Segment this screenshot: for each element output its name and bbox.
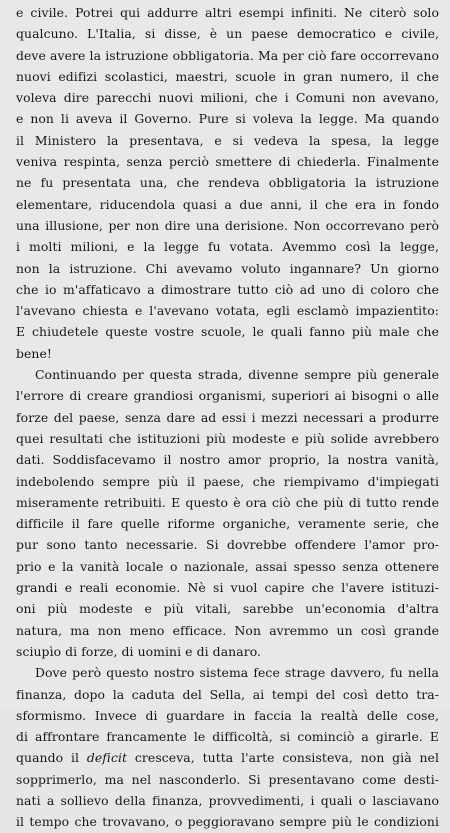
text-line: e civile. Potrei qui addurre altri esempi infiniti. Ne citerò solo (16, 5, 439, 20)
paragraph-istruzione-obbligatoria (16, 2, 439, 364)
text-line: l'errore di creare grandiosi organismi, superiori ai bisogni o alle (16, 388, 439, 404)
text-line: miseramente retribuiti. E questo è ora ciò che più di tutto rende (16, 494, 439, 510)
text-line-first: Dove però questo nostro sistema fece strage davvero, fu nella (35, 665, 439, 681)
text-line: E chiudetele queste vostre scuole, le quali fanno più male che (16, 324, 439, 340)
text-line: sopprimerlo, ma nel nasconderlo. Si presentavano come desti- (16, 771, 439, 787)
text-line: ne fu presentata una, che rendeva obbligatoria la istruzione (16, 175, 439, 191)
text-line: sformismo. Invece di guardare in faccia la realtà delle cose, (16, 707, 439, 723)
text-line: dati. Soddisfacevamo il nostro amor proprio, la nostra vanità, (16, 452, 439, 468)
paragraph-grandiosi-organismi (16, 364, 439, 662)
text-line: prio e la vanità locale o nazionale, assai spesso senza ottenere (16, 558, 439, 574)
text-line: una illusione, per non dire una derisione. Non occorrevano però (16, 217, 439, 233)
text-line: deve avere la istruzione obbligatoria. Ma per ciò fare occorrevano (16, 47, 439, 63)
text-line: natura, ma non meno efficace. Non avremmo un così grande (16, 622, 439, 638)
text-line: l'avevano chiesta e l'avevano votata, egli esclamò impazientito: (16, 303, 439, 319)
text-line: grandi e reali economie. Nè si vuol capire che l'avere istituzi- (16, 580, 439, 596)
text-line: voleva dire parecchi nuovi milioni, che i Comuni non avevano, (16, 90, 439, 106)
text-line-last: sciupìo di forze, di uomini e di danaro. (16, 643, 262, 659)
text-line: elementare, riducendola quasi a due anni, il che era in fondo (16, 196, 439, 212)
text-line-last: bene! (16, 345, 52, 361)
text-line: nati a sollievo della finanza, provvedimenti, i quali o lasciavano (16, 792, 439, 808)
text-line: nuovi edifizi scolastici, maestri, scuole in gran numero, il che (16, 68, 439, 84)
text-line: indebolendo sempre più il paese, che riempivamo d'impiegati (16, 473, 439, 489)
text-line: i molti milioni, e la legge fu votata. Avemmo così la legge, (16, 239, 439, 255)
text-line: e non li aveva il Governo. Pure si voleva la legge. Ma quando (16, 111, 439, 127)
text-line: di affrontare francamente le difficoltà, si cominciò a girarle. E (16, 729, 439, 745)
text-line: difficile il fare quelle riforme organiche, veramente serie, che (16, 516, 439, 532)
text-fragment: quando il (16, 750, 87, 766)
text-line-first: Continuando per questa strada, divenne sempre più generale (35, 367, 439, 383)
text-line: finanza, dopo la caduta del Sella, ai tempi del così detto tra- (16, 686, 439, 702)
text-line: che io m'affaticavo a dimostrare tutto ciò ad uno di coloro che (16, 281, 439, 297)
text-line: oni più modeste e più vitali, sarebbe un'economia d'altra (16, 601, 439, 617)
text-line: qualcuno. L'Italia, si disse, è un paese democratico e civile, (16, 26, 439, 42)
italic-word-deficit: deficit (86, 750, 128, 766)
text-line: forze del paese, senza dare ad essi i mezzi necessari a produrre (16, 409, 439, 425)
paragraph-finanza-trasformismo (16, 662, 439, 832)
text-line: pur sono tanto necessarie. Si dovrebbe offendere l'amor pro- (16, 537, 439, 553)
text-fragment: cresceva, tutta l'arte consisteva, non già nel (127, 750, 439, 766)
text-line: veniva respinta, senza perciò smettere di chiederla. Finalmente (16, 154, 439, 170)
text-line-deficit (16, 747, 439, 768)
text-line: non la istruzione. Chi avevamo voluto ingannare? Un giorno (16, 260, 439, 276)
text-line: quei resultati che istituzioni più modeste e più solide avrebbero (16, 430, 439, 446)
text-line: il Ministero la presentava, e si vedeva la spesa, la legge (16, 132, 439, 148)
text-line: il tempo che trovavano, o peggioravano sempre più le condizioni (16, 814, 439, 830)
